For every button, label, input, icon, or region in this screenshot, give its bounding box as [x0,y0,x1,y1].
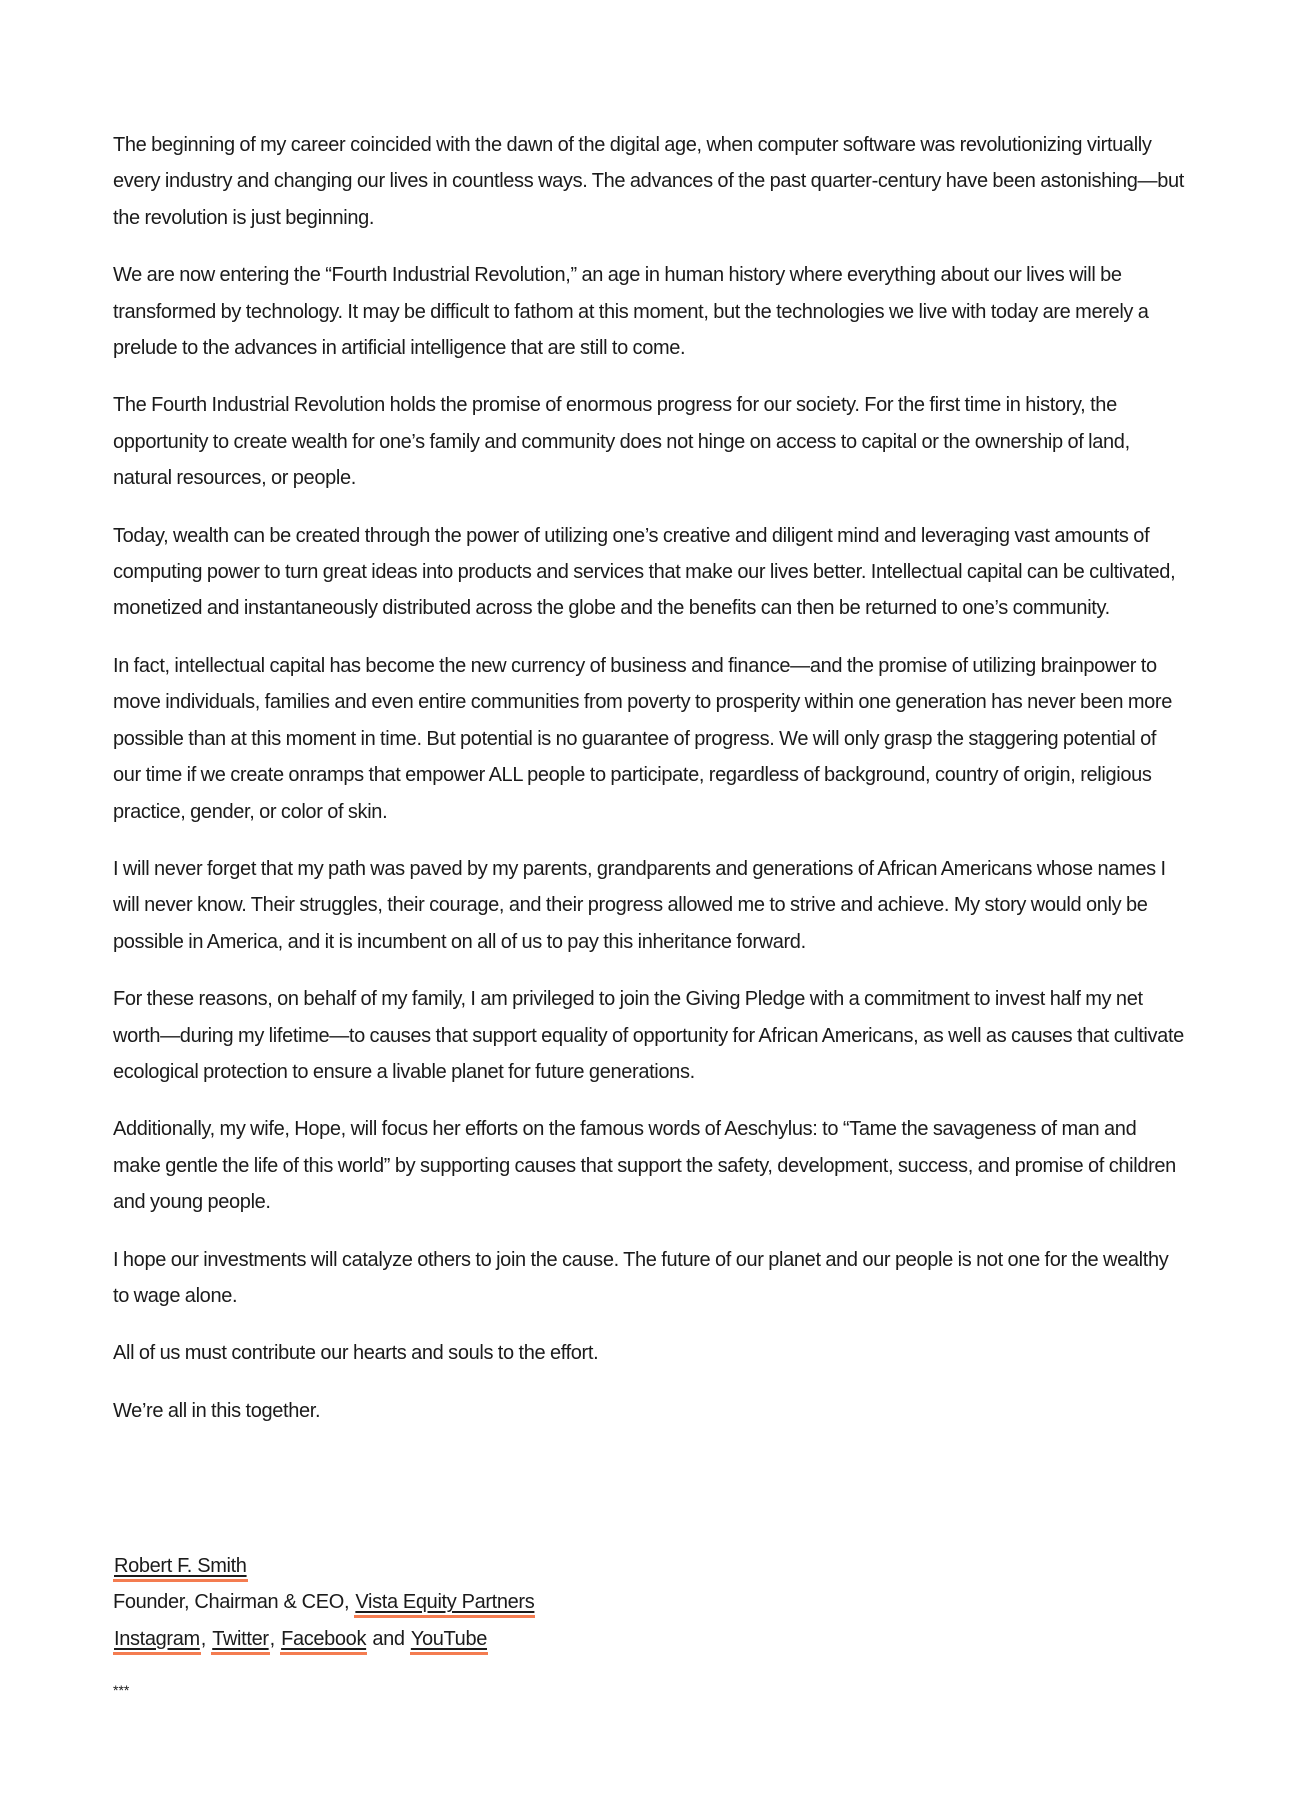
author-name-link[interactable]: Robert F. Smith [113,1555,248,1582]
twitter-link[interactable]: Twitter [211,1628,269,1655]
signature-title-line [113,1584,535,1620]
paragraph-1: The beginning of my career coincided with the dawn of the digital age, when computer software was revolutionizing virtually every industry and changing our lives in countless ways. The advances of the past quarter-century have been astonishing—but the revolution is just beginning. [113,134,1184,229]
signature-name-line [113,1548,535,1584]
comma-separator: , [269,1627,281,1650]
paragraph-5: In fact, intellectual capital has become the new currency of business and finance—and the promise of utilizing brainpower to move individuals, families and even entire communities from poverty to prosperity within one generation has never been more possible than at this moment in time. But potential is no guarantee of progress. We will only grasp the staggering potential of our time if we create onramps that empower ALL people to participate, regardless of background, country of origin, religious practice, gender, or color of skin. [113,654,1173,823]
paragraph-7: For these reasons, on behalf of my family, I am privileged to join the Giving Pledge with a commitment to invest half my net worth—during my lifetime—to causes that support equality of opportunity for African Americans, as well as causes that cultivate ecological protection to ensure a livable planet for future generations. [113,988,1184,1083]
paragraph-9: I hope our investments will catalyze others to join the cause. The future of our planet and our people is not one for the wealthy to wage alone. [113,1248,1169,1307]
signature-block [113,1548,535,1657]
comma-separator: , [200,1627,212,1650]
paragraph-8: Additionally, my wife, Hope, will focus her efforts on the famous words of Aeschylus: to “Tame the savageness of man and make gentle the life of this world” by supporting causes that support the safety, development, success, and promise of children and young people. [113,1118,1176,1214]
paragraph-2: We are now entering the “Fourth Industrial Revolution,” an age in human history where everything about our lives will be transformed by technology. It may be difficult to fathom at this moment, but the technologies we live with today are merely a prelude to the advances in artificial intelligence that are still to come. [113,264,1149,360]
paragraph-11: We’re all in this together. [113,1399,321,1422]
paragraph-3: The Fourth Industrial Revolution holds the promise of enormous progress for our society. For the first time in history, the opportunity to create wealth for one’s family and community does not hinge on access to capital or the ownership of land, natural resources, or people. [113,394,1130,490]
social-links-line [113,1621,535,1657]
paragraph-6: I will never forget that my path was paved by my parents, grandparents and generations of African Americans whose names I will never know. Their struggles, their courage, and their progress allowed me to strive and achieve. My story would only be possible in America, and it is incumbent on all of us to pay this inheritance forward. [113,857,1166,953]
author-title: Founder, Chairman & CEO, [113,1591,355,1614]
paragraph-4: Today, wealth can be created through the power of utilizing one’s creative and diligent mind and leveraging vast amounts of computing power to turn great ideas into products and services that make our lives better. Intellectual capital can be cultivated, monetized and instantaneously distributed across the globe and the benefits can then be returned to one’s community. [113,524,1176,620]
and-text: and [367,1627,410,1650]
facebook-link[interactable]: Facebook [280,1628,367,1655]
section-separator: *** [113,1682,130,1698]
paragraph-10: All of us must contribute our hearts and souls to the effort. [113,1342,599,1365]
youtube-link[interactable]: YouTube [410,1628,488,1655]
company-link[interactable]: Vista Equity Partners [354,1591,535,1618]
letter-body [113,127,1188,1450]
instagram-link[interactable]: Instagram [113,1628,201,1655]
